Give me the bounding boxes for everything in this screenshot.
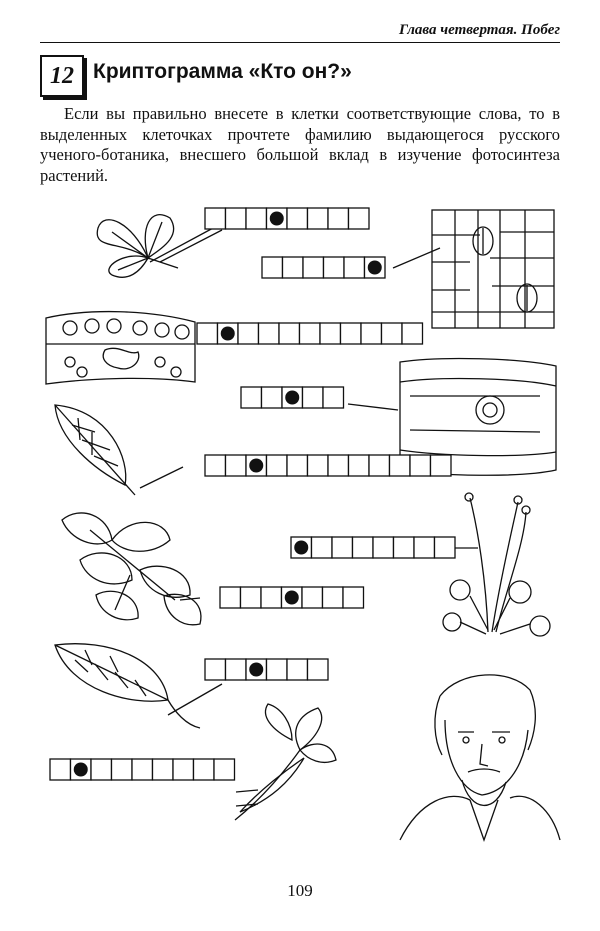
leader-line [140,467,183,488]
crossword-cell[interactable] [259,323,280,344]
crossword-cell[interactable] [283,257,304,278]
crossword-cell[interactable] [267,455,288,476]
crossword-row [205,208,369,229]
crossword-cell[interactable] [402,323,423,344]
task-title: Криптограмма «Кто он?» [93,60,352,83]
leader-line [393,248,440,268]
crossword-cell[interactable] [320,323,341,344]
running-header: Глава четвертая. Побег [398,22,560,38]
crossword-row [205,455,451,476]
crossword-row [241,387,344,408]
crossword-cell[interactable] [323,387,344,408]
crossword-cell[interactable] [303,387,324,408]
scientist-portrait-drawing [400,675,560,840]
highlight-marker [285,591,299,605]
highlight-marker [285,391,299,405]
highlight-marker [294,541,308,555]
crossword-cell[interactable] [279,323,300,344]
highlight-marker [249,663,263,677]
crossword-cell[interactable] [173,759,194,780]
crossword-cell[interactable] [382,323,403,344]
crossword-cell[interactable] [226,208,247,229]
crossword-cell[interactable] [153,759,174,780]
crossword-cell[interactable] [308,455,329,476]
leafy-shoot-drawing [62,513,201,625]
crossword-cell[interactable] [91,759,112,780]
crossword-cell[interactable] [238,323,259,344]
leader-line [348,404,398,410]
crossword-cell[interactable] [241,587,262,608]
crossword-cell[interactable] [343,587,364,608]
task-text: Если вы правильно внесете в клетки соответствующие слова, то в выделенных клеточках прочтете фамилию выдающегося русского ученого-ботаника, внесшего большой вклад в изучение фотосинтеза растений. [40,104,560,185]
crossword-cell[interactable] [220,587,241,608]
crossword-cell[interactable] [241,387,262,408]
birch-leaf-drawing [55,644,200,728]
crossword-cell[interactable] [369,455,390,476]
crossword-row [197,323,423,344]
crossword-row [291,537,455,558]
crossword-cell[interactable] [50,759,71,780]
crossword-cell[interactable] [287,208,308,229]
crossword-cell[interactable] [226,659,247,680]
highlight-marker [270,212,284,226]
crossword-cell[interactable] [344,257,365,278]
crossword-cell[interactable] [349,208,370,229]
crossword-cell[interactable] [373,537,394,558]
crossword-cell[interactable] [302,587,323,608]
crossword-cell[interactable] [323,587,344,608]
crossword-cell[interactable] [132,759,153,780]
highlight-marker [74,763,88,777]
crossword-cell[interactable] [205,455,226,476]
crossword-cell[interactable] [262,257,283,278]
highlight-marker [249,459,263,473]
crossword-cell[interactable] [328,455,349,476]
crossword-cell[interactable] [410,455,431,476]
crossword-cell[interactable] [262,387,283,408]
leader-line [150,227,222,262]
crossword-row [220,587,364,608]
crossword-cell[interactable] [112,759,133,780]
crossword-cell[interactable] [414,537,435,558]
crossword-row [262,257,385,278]
crossword-cell[interactable] [308,659,329,680]
highlight-marker [221,327,235,341]
crossword-cell[interactable] [431,455,452,476]
leader-line [168,684,222,715]
crossword-row [205,659,328,680]
crossword-cell[interactable] [312,537,333,558]
crossword-cell[interactable] [205,659,226,680]
crossword-cell[interactable] [194,759,215,780]
simple-leaf-drawing [55,405,135,495]
crossword-cell[interactable] [246,208,267,229]
epidermis-stomata-drawing [432,210,554,328]
crossword-cell[interactable] [332,537,353,558]
crossword-cell[interactable] [300,323,321,344]
crossword-cell[interactable] [287,455,308,476]
crossword-cell[interactable] [353,537,374,558]
crossword-cell[interactable] [261,587,282,608]
crossword-cell[interactable] [394,537,415,558]
compound-leaf-drawing [97,215,178,278]
crossword-cell[interactable] [205,208,226,229]
crossword-cell[interactable] [328,208,349,229]
crossword-cell[interactable] [390,455,411,476]
crossword-cell[interactable] [287,659,308,680]
crossword-cell[interactable] [197,323,218,344]
crossword-cell[interactable] [341,323,362,344]
crossword-cell[interactable] [214,759,235,780]
highlight-marker [368,261,382,275]
crossword-cell[interactable] [303,257,324,278]
crossword-cell[interactable] [324,257,345,278]
task-number: 12 [50,63,74,89]
sundew-plant-drawing [443,493,550,636]
page-number: 109 [287,881,313,900]
crossword-row [50,759,235,780]
crossword-cell[interactable] [361,323,382,344]
sheathing-leaf-drawing [235,704,336,820]
crossword-cell[interactable] [435,537,456,558]
crossword-cell[interactable] [308,208,329,229]
crossword-cell[interactable] [349,455,370,476]
crossword-cell[interactable] [267,659,288,680]
leaf-cross-section-drawing [46,312,195,384]
crossword-cell[interactable] [226,455,247,476]
